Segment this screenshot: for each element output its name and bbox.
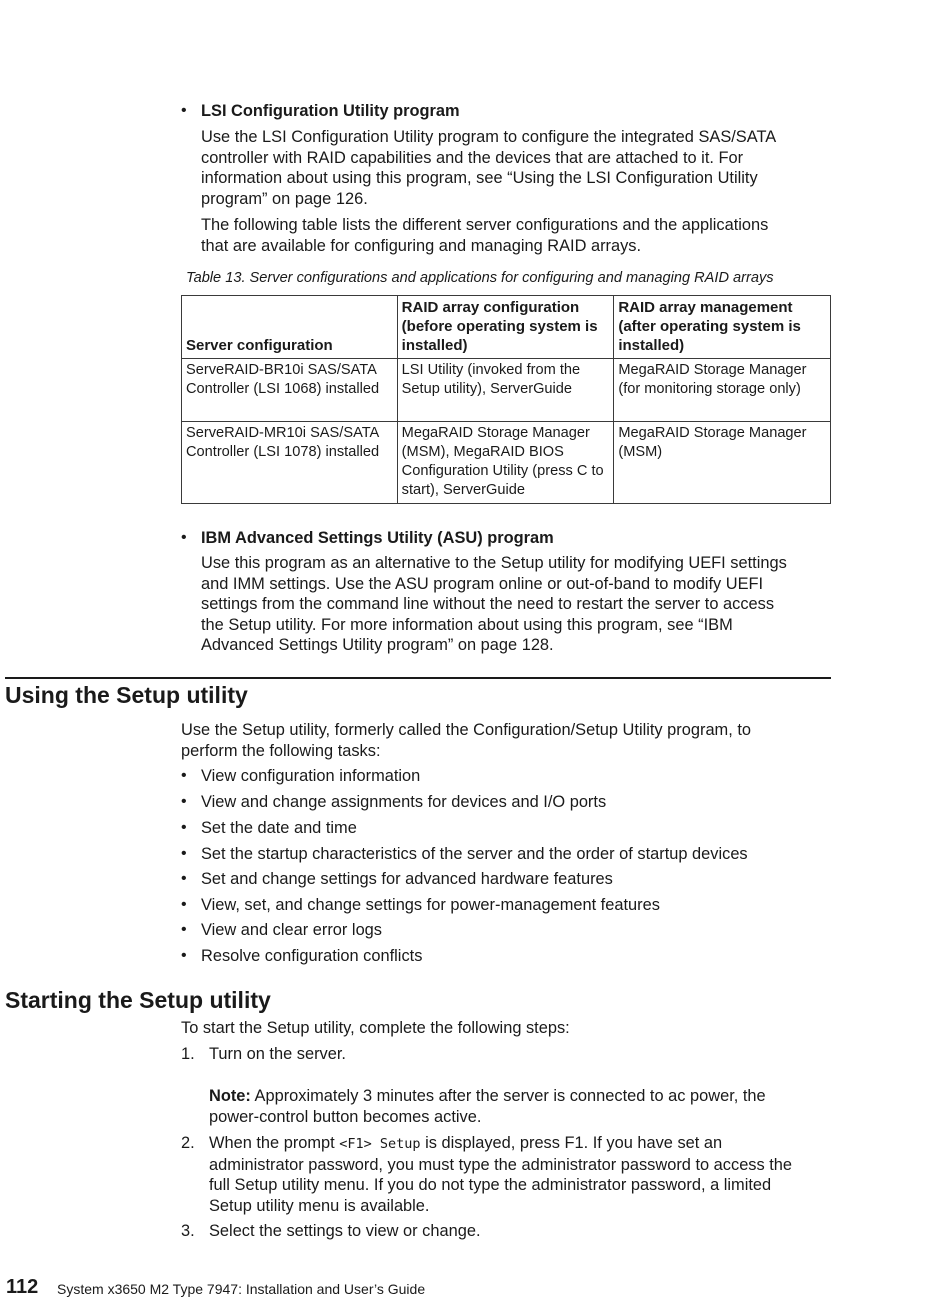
table-header-raid-management: RAID array management (after operating system is installed) bbox=[614, 296, 831, 359]
list-bullet: • bbox=[181, 896, 187, 913]
lsi-paragraph-1 bbox=[201, 127, 776, 209]
lsi-p1-line: program” on page 126. bbox=[201, 189, 368, 208]
step-number: 3. bbox=[181, 1222, 195, 1240]
list-item: View and change assignments for devices and I/O ports bbox=[201, 793, 607, 811]
asu-p-line: and IMM settings. Use the ASU program online or out-of-band to modify UEFI bbox=[201, 574, 764, 593]
lsi-paragraph-2 bbox=[201, 215, 768, 256]
step-number: 2. bbox=[181, 1134, 195, 1152]
list-item: Set the startup characteristics of the server and the order of startup devices bbox=[201, 845, 748, 863]
list-bullet: • bbox=[181, 845, 187, 862]
asu-paragraph bbox=[201, 553, 787, 656]
note-text: Approximately 3 minutes after the server is connected to ac power, the bbox=[254, 1087, 766, 1105]
table-row bbox=[182, 422, 831, 504]
list-item: Set the date and time bbox=[201, 819, 357, 837]
lsi-p1-line: controller with RAID capabilities and the devices that are attached to it. For bbox=[201, 148, 744, 167]
list-bullet: • bbox=[181, 793, 187, 810]
list-bullet: • bbox=[181, 767, 187, 784]
step-number: 1. bbox=[181, 1045, 195, 1063]
note-line bbox=[209, 1086, 766, 1107]
list-bullet: • bbox=[181, 870, 187, 887]
step-2-prefix: When the prompt bbox=[209, 1134, 340, 1152]
table-header-raid-configuration: RAID array configuration (before operating system is installed) bbox=[397, 296, 614, 359]
list-item: Resolve configuration conflicts bbox=[201, 947, 423, 965]
table-header-row bbox=[182, 296, 831, 359]
step-1-text: Turn on the server. bbox=[209, 1045, 346, 1063]
section-divider bbox=[5, 677, 831, 679]
asu-title: IBM Advanced Settings Utility (ASU) program bbox=[201, 529, 554, 547]
intro-line: perform the following tasks: bbox=[181, 741, 381, 760]
list-item: View, set, and change settings for power-management features bbox=[201, 896, 660, 914]
note-block bbox=[209, 1086, 766, 1127]
raid-config-table bbox=[181, 295, 831, 504]
table-cell: MegaRAID Storage Manager (for monitoring storage only) bbox=[614, 359, 831, 422]
list-item: Set and change settings for advanced hardware features bbox=[201, 870, 613, 888]
step-2-line: Setup utility menu is available. bbox=[209, 1196, 430, 1215]
table-cell: MegaRAID Storage Manager (MSM), MegaRAID BIOS Configuration Utility (press C to start), ServerGuide bbox=[397, 422, 614, 504]
lsi-p1-line: Use the LSI Configuration Utility program to configure the integrated SAS/SATA bbox=[201, 128, 777, 146]
f1-setup-prompt: <F1> Setup bbox=[339, 1136, 421, 1152]
heading-using-setup: Using the Setup utility bbox=[5, 682, 248, 708]
step-2-suffix: is displayed, press F1. If you have set an bbox=[420, 1134, 723, 1152]
list-item: View configuration information bbox=[201, 767, 421, 785]
table-cell: ServeRAID-BR10i SAS/SATA Controller (LSI 1068) installed bbox=[182, 359, 398, 422]
step-2-line: full Setup utility menu. If you do not type the administrator password, a limited bbox=[209, 1176, 772, 1195]
intro-line: Use the Setup utility, formerly called the Configuration/Setup Utility program, to bbox=[181, 721, 751, 739]
lsi-p2-line: that are available for configuring and managing RAID arrays. bbox=[201, 236, 642, 255]
table-cell: LSI Utility (invoked from the Setup utility), ServerGuide bbox=[397, 359, 614, 422]
bullet-asu: • bbox=[181, 529, 187, 546]
asu-p-line: the Setup utility. For more information about using this program, see “IBM bbox=[201, 615, 733, 634]
note-label: Note: bbox=[209, 1087, 251, 1105]
step-2-line: administrator password, you must type the administrator password to access the bbox=[209, 1155, 793, 1174]
bullet-lsi: • bbox=[181, 102, 187, 119]
list-bullet: • bbox=[181, 921, 187, 938]
list-bullet: • bbox=[181, 819, 187, 836]
footer-title: System x3650 M2 Type 7947: Installation and User’s Guide bbox=[57, 1281, 426, 1297]
step-3-text: Select the settings to view or change. bbox=[209, 1222, 481, 1240]
heading-starting-setup: Starting the Setup utility bbox=[5, 987, 271, 1013]
lsi-p2-line: The following table lists the different server configurations and the applications bbox=[201, 216, 769, 234]
table-cell: ServeRAID-MR10i SAS/SATA Controller (LSI 1078) installed bbox=[182, 422, 398, 504]
asu-p-line: Use this program as an alternative to the Setup utility for modifying UEFI settings bbox=[201, 554, 787, 572]
lsi-p1-line: information about using this program, see “Using the LSI Configuration Utility bbox=[201, 169, 758, 188]
step-2-text bbox=[209, 1133, 792, 1216]
page-number: 112 bbox=[6, 1276, 39, 1298]
starting-intro: To start the Setup utility, complete the following steps: bbox=[181, 1019, 570, 1037]
step-2-line bbox=[209, 1133, 792, 1155]
table-caption: Table 13. Server configurations and applications for configuring and managing RAID arrays bbox=[186, 270, 774, 286]
lsi-title: LSI Configuration Utility program bbox=[201, 102, 460, 120]
table-cell: MegaRAID Storage Manager (MSM) bbox=[614, 422, 831, 504]
using-setup-intro bbox=[181, 720, 751, 761]
table-header-server-config: Server configuration bbox=[182, 296, 398, 359]
table-row bbox=[182, 359, 831, 422]
list-bullet: • bbox=[181, 947, 187, 964]
note-line: power-control button becomes active. bbox=[209, 1107, 482, 1126]
asu-p-line: Advanced Settings Utility program” on page 128. bbox=[201, 636, 554, 655]
asu-p-line: settings from the command line without the need to restart the server to access bbox=[201, 595, 775, 614]
list-item: View and clear error logs bbox=[201, 921, 382, 939]
